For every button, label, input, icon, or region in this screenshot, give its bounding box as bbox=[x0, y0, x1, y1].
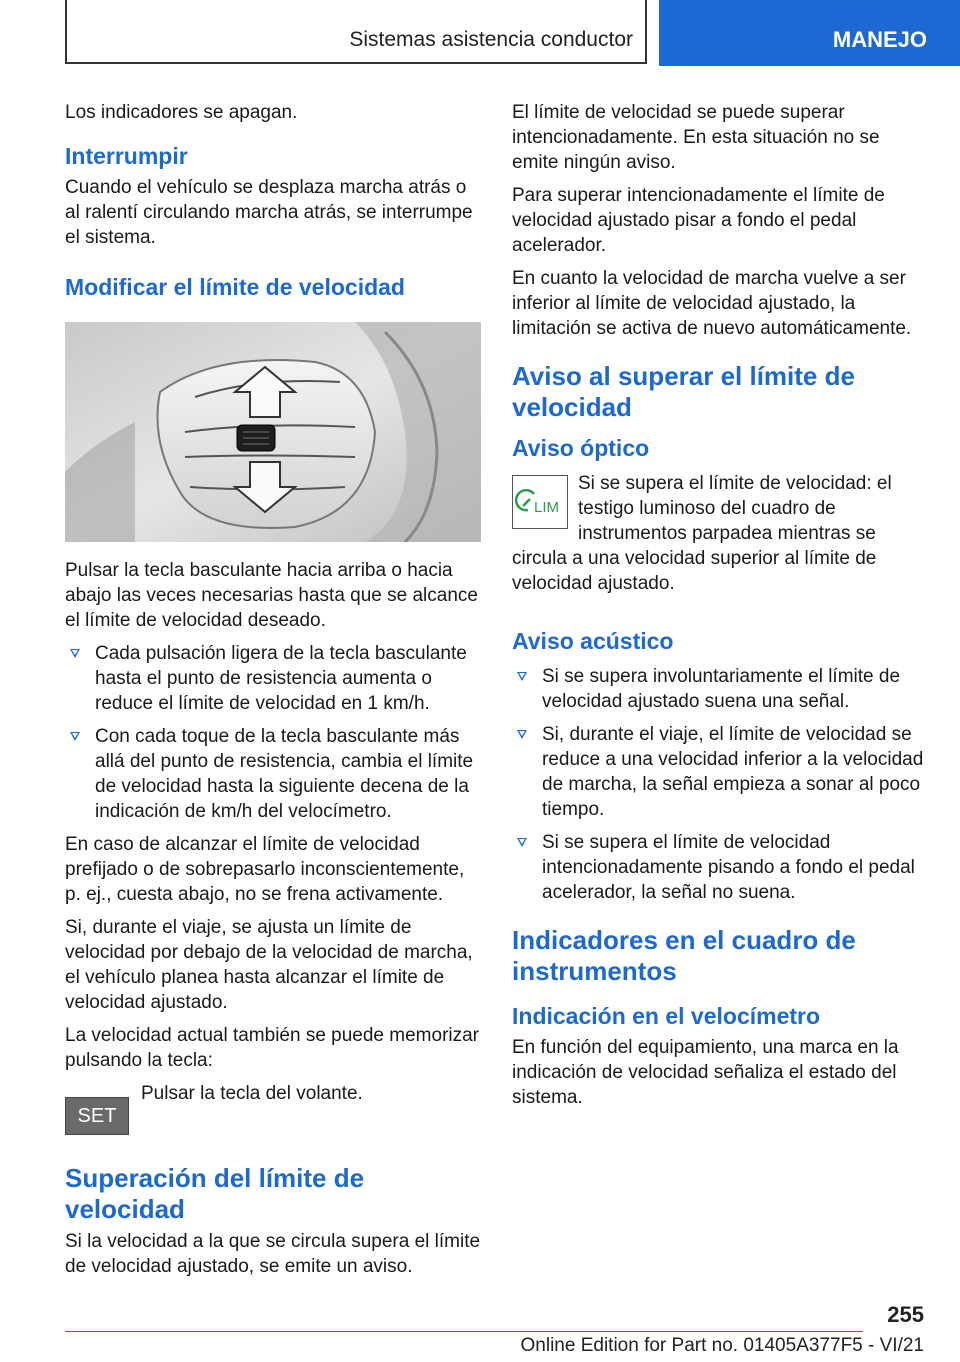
list-item bbox=[512, 722, 926, 822]
paragraph-optico: Si se supera el límite de velocidad: el testigo luminoso del cuadro de instrumentos parpadea mientras se circula a una velocidad superior al límite de velocidad ajustado. bbox=[512, 473, 892, 594]
heading-optico: Aviso óptico bbox=[512, 435, 650, 461]
paragraph-prefijado: En caso de alcanzar el límite de velocidad prefijado o de sobrepasarlo inconscientemente, p. ej., cuesta abajo, no se frena activamente. bbox=[65, 834, 465, 905]
paragraph-vuelve: En cuanto la velocidad de marcha vuelve a ser inferior al límite de velocidad ajustado, la limitación se activa de nuevo automáticamente. bbox=[512, 268, 912, 339]
paragraph-viaje: Si, durante el viaje, se ajusta un límite de velocidad por debajo de la velocidad de marcha, el vehículo planea hasta alcanzar el límite de velocidad ajustado. bbox=[65, 917, 473, 1013]
paragraph-superar: Para superar intencionadamente el límite de velocidad ajustado pisar a fondo el pedal acelerador. bbox=[512, 185, 885, 256]
header-chapter-label: MANEJO bbox=[832, 27, 927, 52]
lim-label: LIM bbox=[534, 499, 560, 516]
page-number: 255 bbox=[887, 1302, 924, 1327]
bullet-text: Cada pulsación ligera de la tecla basculante hasta el punto de resistencia aumenta o reduce el límite de velocidad en 1 km/h. bbox=[95, 643, 467, 714]
left-column bbox=[65, 100, 481, 1287]
bullet-list-rocker bbox=[65, 641, 481, 824]
header-frame bbox=[65, 0, 647, 64]
heading-aviso: Aviso al superar el límite de velocidad bbox=[512, 361, 855, 422]
paragraph-pulsar-tecla: Pulsar la tecla basculante hacia arriba o hacia abajo las veces necesarias hasta que se alcance el límite de velocidad deseado. bbox=[65, 560, 478, 631]
bullet-text: Si se supera el límite de velocidad intencionadamente pisando a fondo el pedal acelerador, la señal no suena. bbox=[542, 832, 915, 903]
heading-indicadores: Indicadores en el cuadro de instrumentos bbox=[512, 925, 856, 986]
set-key-row bbox=[65, 1081, 481, 1135]
paragraph-indicators-off: Los indicadores se apagan. bbox=[65, 102, 298, 123]
bullet-list-acustico bbox=[512, 664, 926, 905]
bullet-triangle-icon bbox=[517, 672, 527, 681]
bullet-text: Si, durante el viaje, el límite de velocidad se reduce a una velocidad inferior a la velocidad de marcha, la señal empieza a sonar al poco tiempo. bbox=[542, 724, 924, 820]
heading-interrumpir: Interrumpir bbox=[65, 143, 188, 169]
bullet-triangle-icon bbox=[70, 649, 80, 658]
header-section-title: Sistemas asistencia conductor bbox=[349, 28, 633, 51]
footer-divider bbox=[65, 1331, 863, 1332]
list-item bbox=[512, 664, 926, 714]
lim-indicator-icon bbox=[512, 475, 568, 529]
paragraph-superacion: Si la velocidad a la que se circula supera el límite de velocidad ajustado, se emite un aviso. bbox=[65, 1231, 481, 1277]
heading-modificar: Modificar el límite de velocidad bbox=[65, 274, 405, 300]
heading-acustico: Aviso acústico bbox=[512, 628, 674, 654]
lim-paragraph-block bbox=[512, 471, 926, 604]
list-item bbox=[65, 641, 481, 716]
bullet-triangle-icon bbox=[517, 730, 527, 739]
footer-edition: Online Edition for Part no. 01405A377F5 - VI/21 bbox=[520, 1335, 924, 1356]
right-column bbox=[512, 100, 926, 1118]
list-item bbox=[512, 830, 926, 905]
heading-velocimetro: Indicación en el velocímetro bbox=[512, 1003, 821, 1029]
paragraph-memorizar: La velocidad actual también se puede memorizar pulsando la tecla: bbox=[65, 1025, 480, 1071]
paragraph-intencion: El límite de velocidad se puede superar intencionadamente. En esta situación no se emite ningún aviso. bbox=[512, 102, 880, 173]
heading-superacion: Superación del límite de velocidad bbox=[65, 1163, 365, 1224]
list-item bbox=[65, 724, 481, 824]
paragraph-velocimetro: En función del equipamiento, una marca en la indicación de velocidad señaliza el estado del sistema. bbox=[512, 1037, 899, 1108]
paragraph-set: Pulsar la tecla del volante. bbox=[141, 1083, 363, 1104]
header-chapter-tab bbox=[659, 0, 960, 66]
bullet-triangle-icon bbox=[517, 838, 527, 847]
bullet-triangle-icon bbox=[70, 732, 80, 741]
set-key-icon: SET bbox=[65, 1097, 129, 1135]
bullet-text: Con cada toque de la tecla basculante más allá del punto de resistencia, cambia el límite de velocidad hasta la siguiente decena de la indicación de km/h del velocímetro. bbox=[95, 726, 474, 822]
paragraph-interrumpir: Cuando el vehículo se desplaza marcha atrás o al ralentí circulando marcha atrás, se interrumpe el sistema. bbox=[65, 177, 473, 248]
rocker-switch-photo bbox=[65, 322, 481, 542]
bullet-text: Si se supera involuntariamente el límite de velocidad ajustado suena una señal. bbox=[542, 666, 901, 712]
